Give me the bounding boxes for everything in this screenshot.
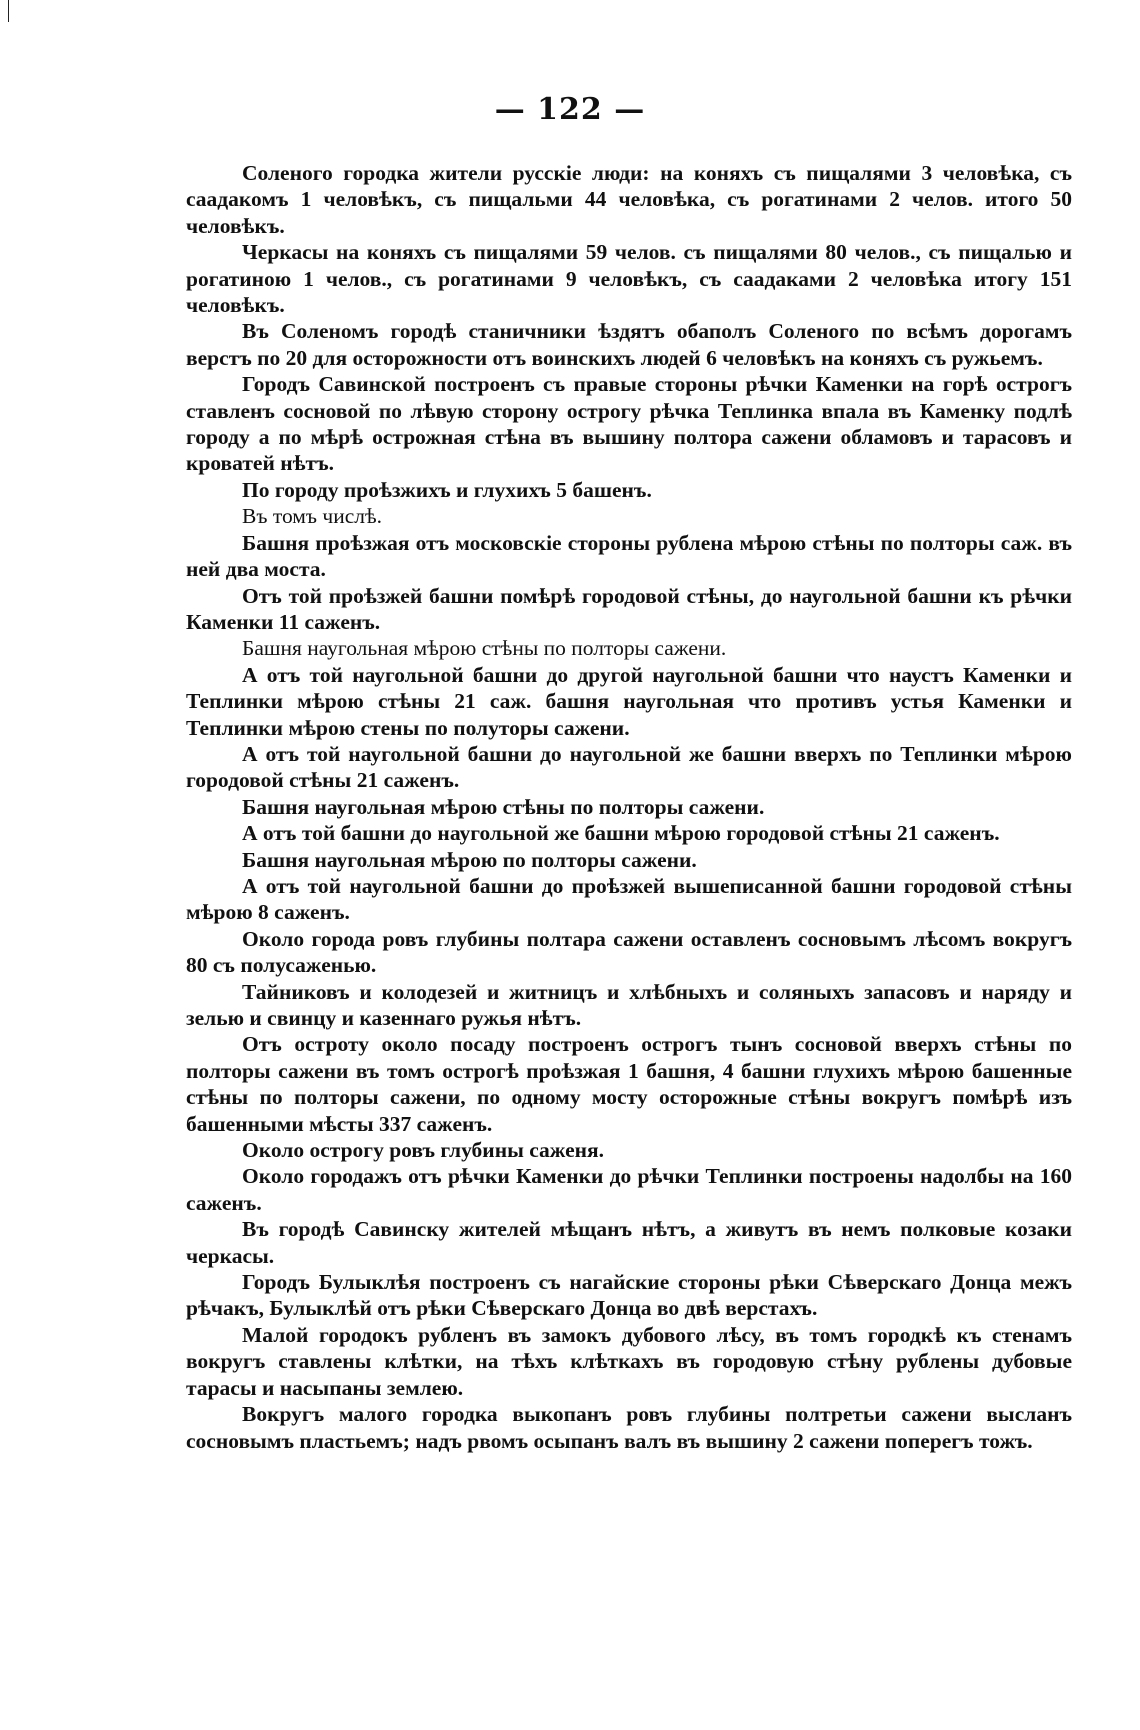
paragraph: Вокругъ малого городка выкопанъ ровъ глубины полтретьи сажени высланъ сосновымъ пластьемъ; надъ рвомъ осыпанъ валъ въ вышину 2 сажени поперегъ тожъ. [186, 1402, 1072, 1453]
scan-edge-mark [8, 0, 9, 22]
paragraph: Малой городокъ рубленъ въ замокъ дубового лѣсу, въ томъ городкѣ къ стенамъ вокругъ ставлены клѣтки, на тѣхъ клѣткахъ въ городовую стѣну рублены дубовые тарасы и насыпаны землею. [186, 1322, 1072, 1400]
paragraph: Около города ровъ глубины полтара сажени оставленъ сосновымъ лѣсомъ вокругъ 80 съ полусаженью. [186, 926, 1072, 978]
document-body [186, 160, 1072, 1454]
paragraph: Соленого городка жители русскіе люди: на коняхъ съ пищалями 3 человѣка, съ саадакомъ 1 человѣкъ, съ пищальми 44 человѣка, съ рогатинами 2 челов. итого 50 человѣкъ. [186, 161, 1072, 238]
paragraph: А отъ той наугольной башни до наугольной же башни вверхъ по Теплинки мѣрою городовой стѣны 21 саженъ. [186, 741, 1072, 793]
paragraph: А отъ той наугольной башни до другой наугольной башни что наустъ Каменки и Теплинки мѣрою стѣны 21 саж. башня наугольная что противъ устья Каменки и Теплинки мѣрою стены по полуторы сажени. [186, 662, 1072, 740]
paragraph: По городу проѣзжихъ и глухихъ 5 башенъ. [242, 477, 652, 502]
paragraph: Въ Соленомъ городѣ станичники ѣздятъ обаполъ Соленого по всѣмъ дорогамъ верстъ по 20 для осторожности отъ воинскихъ людей 6 человѣкъ на коняхъ съ ружьемъ. [186, 319, 1072, 370]
paragraph: Тайниковъ и колодезей и житницъ и хлѣбныхъ и соляныхъ запасовъ и наряду и зелью и свинцу и казеннаго ружья нѣтъ. [186, 979, 1072, 1030]
paragraph: Отъ остроту около посаду построенъ острогъ тынъ сосновой вверхъ стѣны по полторы сажени въ томъ острогѣ проѣзжая 1 башня, 4 башни глухихъ мѣрою башенные стѣны по полторы сажени, по одному мосту осторожные стѣны вокругъ помѣрѣ изъ башенными мѣсты 337 саженъ. [186, 1032, 1072, 1136]
paragraph: А отъ той башни до наугольной же башни мѣрою городовой стѣны 21 саженъ. [242, 821, 1000, 846]
paragraph: Башня наугольная мѣрою по полторы сажени. [242, 847, 697, 872]
paragraph: Около городажъ отъ рѣчки Каменки до рѣчки Теплинки построены надолбы на 160 саженъ. [186, 1164, 1072, 1215]
paragraph: Въ городѣ Савинску жителей мѣщанъ нѣтъ, а живутъ въ немъ полковые козаки черкасы. [186, 1217, 1072, 1268]
paragraph: Башня наугольная мѣрою стѣны по полторы сажени. [242, 636, 727, 661]
paragraph: Черкасы на коняхъ съ пищалями 59 челов. съ пищалями 80 челов., съ пищалью и рогатиною 1 челов., съ рогатинами 9 человѣкъ, съ саадаками 2 человѣка итогу 151 человѣкъ. [186, 240, 1072, 318]
paragraph: Отъ той проѣзжей башни помѣрѣ городовой стѣны, до наугольной башни къ рѣчки Каменки 11 саженъ. [186, 583, 1072, 634]
page-number: — 122 — [494, 92, 646, 127]
paragraph: Башня наугольная мѣрою стѣны по полторы сажени. [242, 794, 765, 819]
paragraph: Городъ Савинской построенъ съ правые стороны рѣчки Каменки на горѣ острогъ ставленъ сосновой по лѣвую сторону острогу рѣчка Теплинка впала въ Каменку подлѣ городу а по мѣрѣ острожная стѣна въ вышину полтора сажени обламовъ и тарасовъ и кроватей нѣтъ. [186, 372, 1072, 476]
paragraph: Около острогу ровъ глубины саженя. [242, 1138, 605, 1163]
paragraph: Городъ Булыклѣя построенъ съ нагайские стороны рѣки Сѣверскаго Донца межъ рѣчакъ, Булыклѣй отъ рѣки Сѣверскаго Донца во двѣ верстахъ. [186, 1270, 1072, 1321]
paragraph: Въ томъ числѣ. [242, 504, 383, 529]
paragraph: А отъ той наугольной башни до проѣзжей вышеписанной башни городовой стѣны мѣрою 8 саженъ. [186, 873, 1072, 925]
paragraph: Башня проѣзжая отъ московскіе стороны рублена мѣрою стѣны по полторы саж. въ ней два моста. [186, 530, 1072, 582]
